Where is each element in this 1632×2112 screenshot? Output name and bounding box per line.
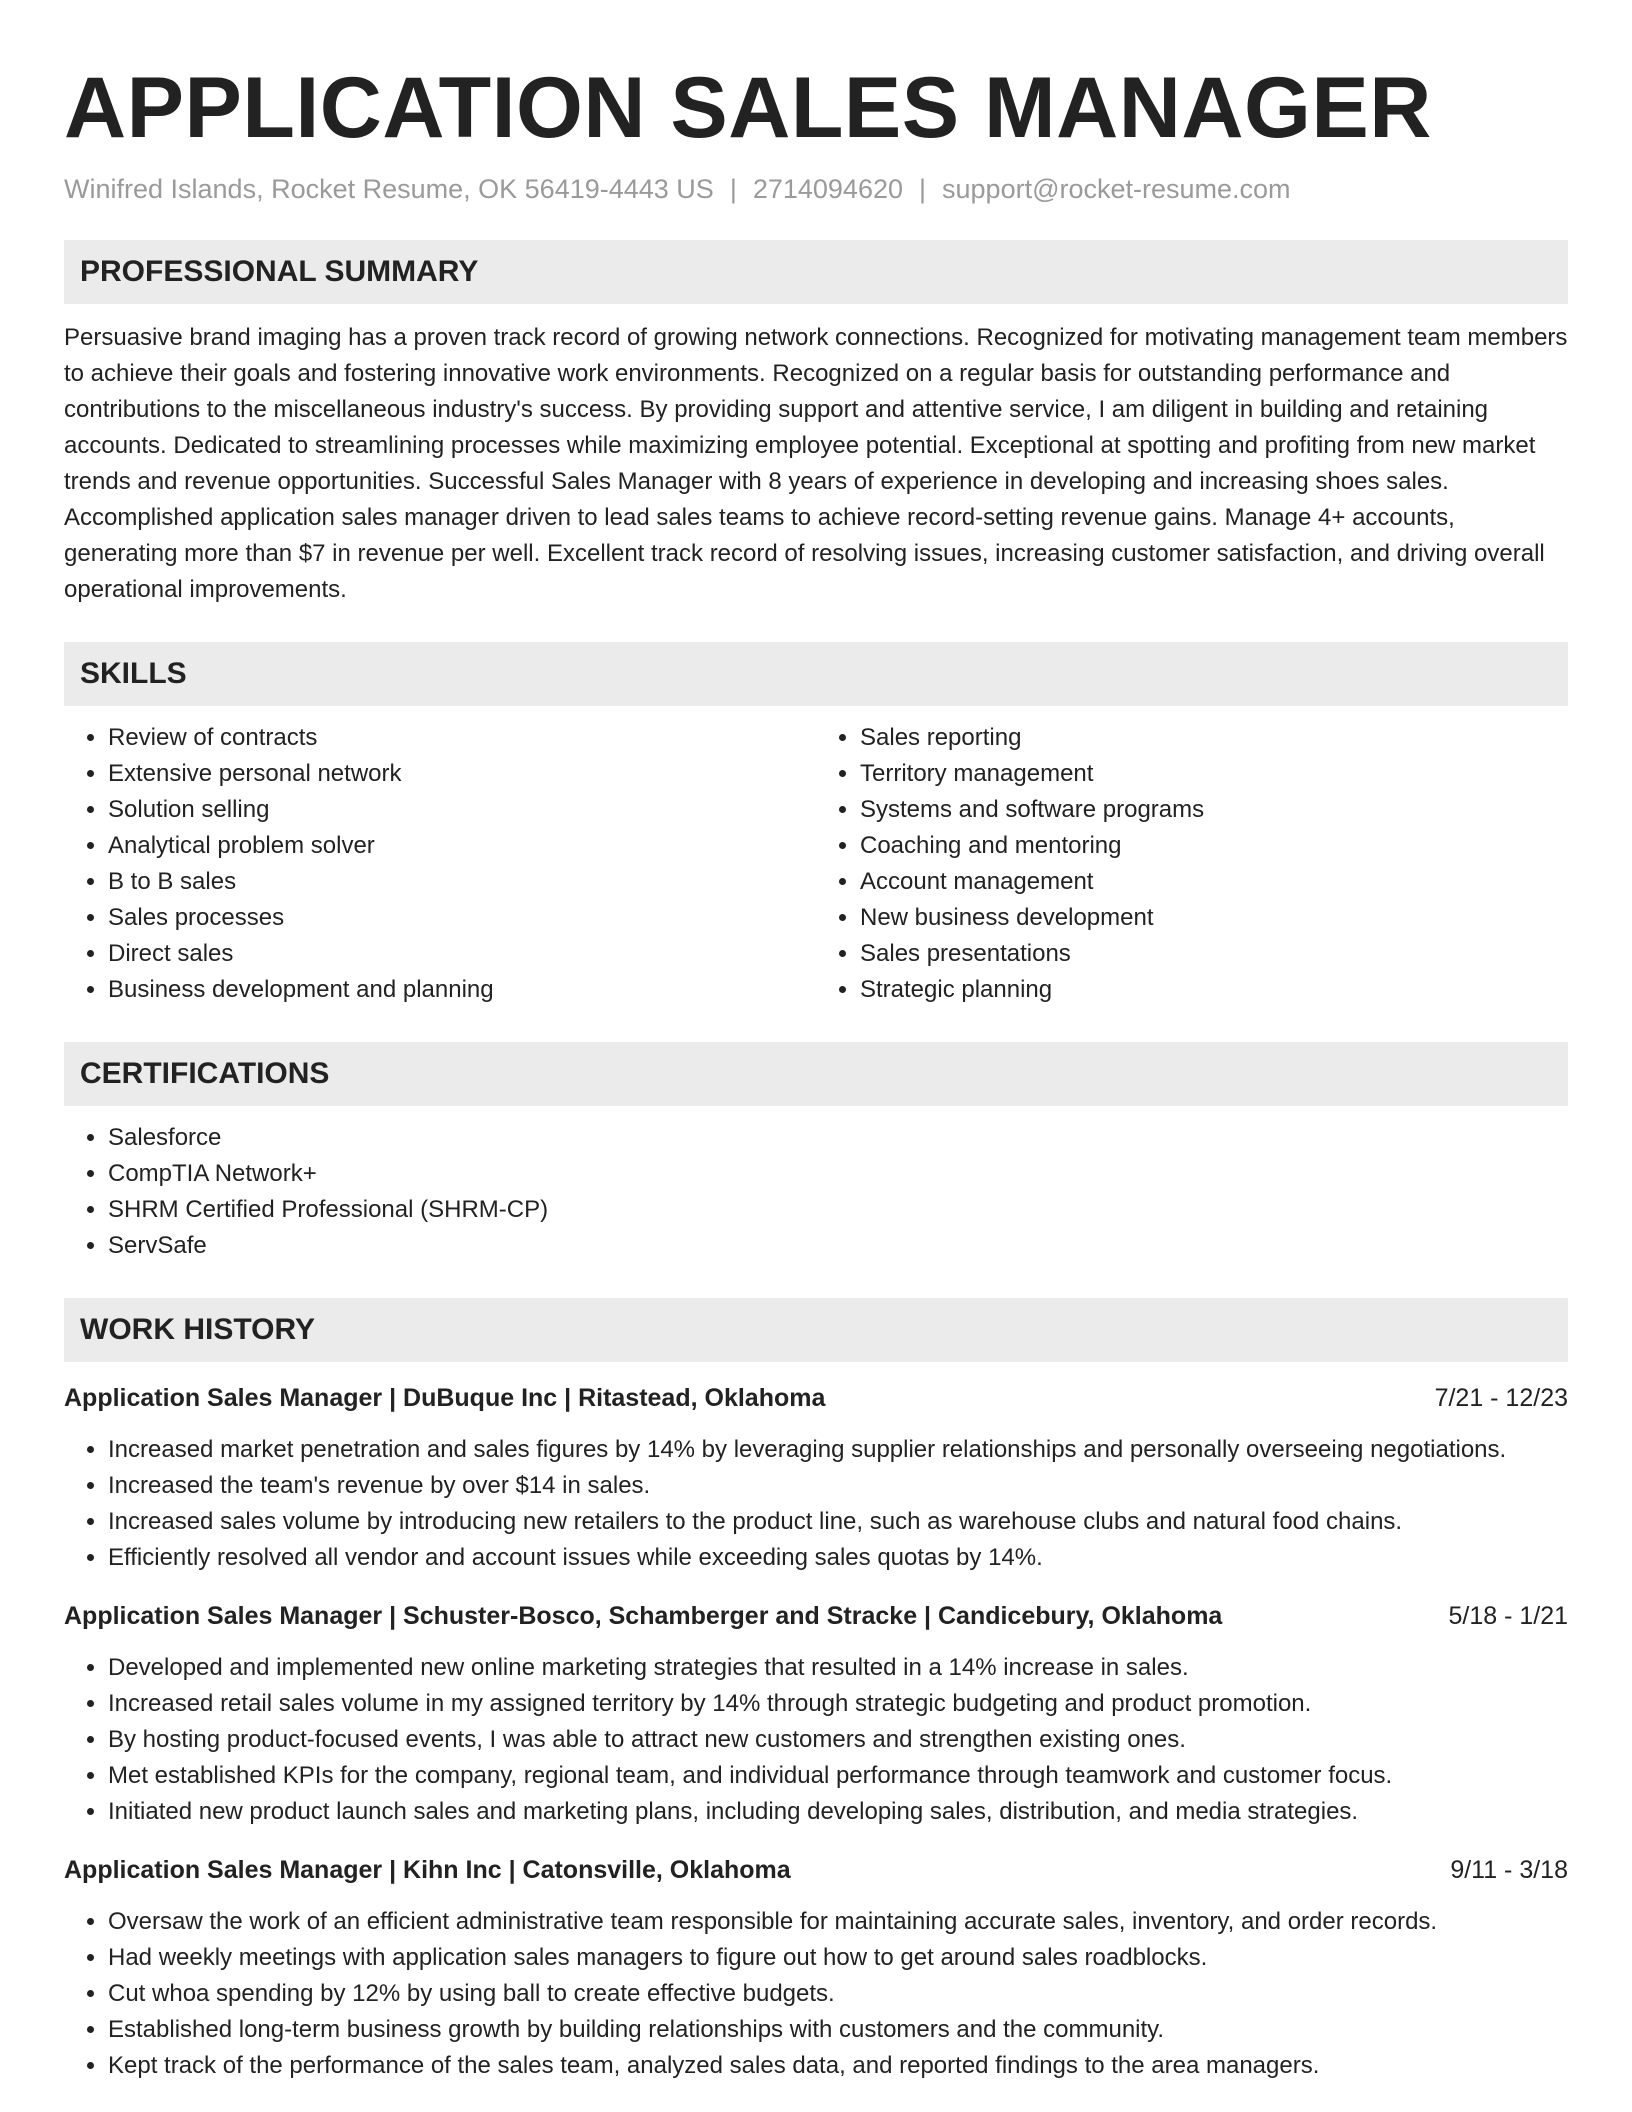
- job-header: [64, 1852, 1568, 1888]
- job-bullet: • Efficiently resolved all vendor and account issues while exceeding sales quotas by 14%.: [108, 1540, 1568, 1576]
- job-entry: [64, 1380, 1568, 1576]
- certification-item: • ServSafe: [108, 1228, 1568, 1264]
- job-entry: [64, 1598, 1568, 1830]
- job-bullet: • Increased sales volume by introducing new retailers to the product line, such as warehouse clubs and natural food chains.: [108, 1504, 1568, 1540]
- skill-item: • Extensive personal network: [108, 756, 816, 792]
- certification-list: [64, 1120, 1568, 1264]
- job-bullets: [64, 1904, 1568, 2084]
- job-dates: 9/11 - 3/18: [1450, 1856, 1568, 1884]
- skill-item: • Solution selling: [108, 792, 816, 828]
- section-heading-work-history: WORK HISTORY: [64, 1298, 1568, 1362]
- skills-column-left: [64, 720, 816, 1008]
- summary-text: Persuasive brand imaging has a proven track record of growing network connections. Recognized for motivating management team members to achieve their goals and fostering innovative work environments. Recognized on a regular basis for outstanding performance and contributions to the miscellaneous industry's success. By providing support and attentive service, I am diligent in building and retaining accounts. Dedicated to streamlining processes while maximizing employee potential. Exceptional at spotting and profiting from new market trends and revenue opportunities. Successful Sales Manager with 8 years of experience in developing and increasing shoes sales. Accomplished application sales manager driven to lead sales teams to achieve record-setting revenue gains. Manage 4+ accounts, generating more than $7 in revenue per well. Excellent track record of resolving issues, increasing customer satisfaction, and driving overall operational improvements.: [64, 324, 1568, 603]
- skill-item: • Sales processes: [108, 900, 816, 936]
- skill-item: • Analytical problem solver: [108, 828, 816, 864]
- skills-grid: [64, 720, 1568, 1008]
- section-heading-certifications: CERTIFICATIONS: [64, 1042, 1568, 1106]
- certification-item: • CompTIA Network+: [108, 1156, 1568, 1192]
- skill-item: • Strategic planning: [860, 972, 1568, 1008]
- work-history-list: [64, 1380, 1568, 2084]
- job-bullet: • Increased market penetration and sales figures by 14% by leveraging supplier relationships and personally overseeing negotiations.: [108, 1432, 1568, 1468]
- job-bullets: [64, 1432, 1568, 1576]
- contact-line: [64, 172, 1568, 206]
- skill-item: • Account management: [860, 864, 1568, 900]
- skill-item: • Direct sales: [108, 936, 816, 972]
- job-header: [64, 1598, 1568, 1634]
- skill-item: • Coaching and mentoring: [860, 828, 1568, 864]
- resume-title: APPLICATION SALES MANAGER: [64, 60, 1432, 156]
- job-bullet: • By hosting product-focused events, I was able to attract new customers and strengthen existing ones.: [108, 1722, 1568, 1758]
- certification-item: • SHRM Certified Professional (SHRM-CP): [108, 1192, 1568, 1228]
- job-dates: 7/21 - 12/23: [1434, 1384, 1568, 1412]
- job-title: Application Sales Manager | Schuster-Bosco, Schamberger and Stracke | Candicebury, Oklahoma: [64, 1602, 1223, 1630]
- contact-phone: 2714094620: [752, 174, 903, 204]
- skills-column-right: [816, 720, 1568, 1008]
- job-bullet: • Developed and implemented new online marketing strategies that resulted in a 14% increase in sales.: [108, 1650, 1568, 1686]
- skill-item: • Sales reporting: [860, 720, 1568, 756]
- job-bullet: • Increased the team's revenue by over $14 in sales.: [108, 1468, 1568, 1504]
- contact-email: support@rocket-resume.com: [942, 174, 1291, 204]
- job-bullet: • Cut whoa spending by 12% by using ball to create effective budgets.: [108, 1976, 1568, 2012]
- skill-item: • Sales presentations: [860, 936, 1568, 972]
- job-bullet: • Established long-term business growth by building relationships with customers and the community.: [108, 2012, 1568, 2048]
- skill-item: • New business development: [860, 900, 1568, 936]
- job-dates: 5/18 - 1/21: [1448, 1602, 1568, 1630]
- skill-item: • Systems and software programs: [860, 792, 1568, 828]
- job-bullet: • Initiated new product launch sales and marketing plans, including developing sales, distribution, and media strategies.: [108, 1794, 1568, 1830]
- job-title: Application Sales Manager | DuBuque Inc | Ritastead, Oklahoma: [64, 1384, 826, 1412]
- job-bullet: • Increased retail sales volume in my assigned territory by 14% through strategic budgeting and product promotion.: [108, 1686, 1568, 1722]
- job-title: Application Sales Manager | Kihn Inc | Catonsville, Oklahoma: [64, 1856, 791, 1884]
- contact-address: Winifred Islands, Rocket Resume, OK 56419-4443 US: [64, 174, 714, 204]
- skill-item: • Business development and planning: [108, 972, 816, 1008]
- section-heading-summary: PROFESSIONAL SUMMARY: [64, 240, 1568, 304]
- job-bullets: [64, 1650, 1568, 1830]
- contact-separator: |: [729, 174, 737, 204]
- job-bullet: • Oversaw the work of an efficient administrative team responsible for maintaining accurate sales, inventory, and order records.: [108, 1904, 1568, 1940]
- contact-separator: |: [919, 174, 927, 204]
- section-heading-skills: SKILLS: [64, 642, 1568, 706]
- skill-item: • Territory management: [860, 756, 1568, 792]
- skill-item: • B to B sales: [108, 864, 816, 900]
- job-header: [64, 1380, 1568, 1416]
- certification-item: • Salesforce: [108, 1120, 1568, 1156]
- skill-item: • Review of contracts: [108, 720, 816, 756]
- job-bullet: • Had weekly meetings with application sales managers to figure out how to get around sales roadblocks.: [108, 1940, 1568, 1976]
- job-bullet: • Kept track of the performance of the sales team, analyzed sales data, and reported findings to the area managers.: [108, 2048, 1568, 2084]
- job-bullet: • Met established KPIs for the company, regional team, and individual performance through teamwork and customer focus.: [108, 1758, 1568, 1794]
- job-entry: [64, 1852, 1568, 2084]
